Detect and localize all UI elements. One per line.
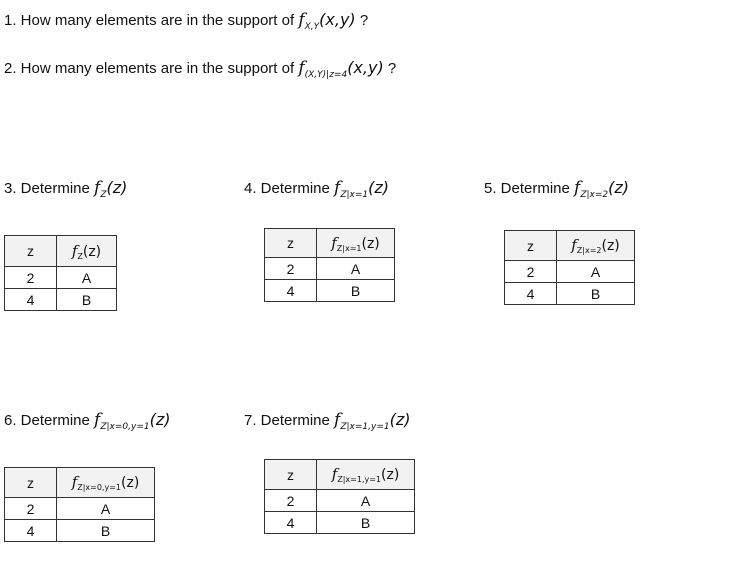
table-5-cell-value: B xyxy=(557,283,635,305)
table-row xyxy=(5,267,117,289)
question-2-args: (x,y) xyxy=(347,58,384,77)
table-7-cell-value: B xyxy=(317,512,415,534)
table-4-cell-value: A xyxy=(317,258,395,280)
table-6-header-function: $f_{Z|x=0,y=1}(z)$ xyxy=(57,468,155,498)
table-5-cell-z: 2 xyxy=(505,261,557,283)
question-3-args: (z) xyxy=(106,178,128,197)
table-row xyxy=(505,261,635,283)
table-row xyxy=(265,490,415,512)
question-5 xyxy=(484,178,629,205)
table-3-cell-z: 4 xyxy=(5,289,57,311)
table-4 xyxy=(264,228,395,302)
table-row xyxy=(5,520,155,542)
question-4-text: 4. Determine xyxy=(244,180,330,197)
question-3 xyxy=(4,178,127,205)
question-4-args: (z) xyxy=(368,178,390,197)
table-4-cell-z: 4 xyxy=(265,280,317,302)
table-7-cell-z: 2 xyxy=(265,490,317,512)
table-7 xyxy=(264,459,415,534)
table-3-cell-value: A xyxy=(57,267,117,289)
table-7-header-function: $f_{Z|x=1,y=1}(z)$ xyxy=(317,460,415,490)
table-4-cell-value: B xyxy=(317,280,395,302)
table-3-header-function: $f_Z(z)$ xyxy=(57,236,117,267)
table-7-cell-z: 4 xyxy=(265,512,317,534)
question-5-text: 5. Determine xyxy=(484,180,570,197)
question-6-args: (z) xyxy=(149,410,171,429)
table-row xyxy=(265,512,415,534)
table-6-cell-z: 4 xyxy=(5,520,57,542)
table-5-cell-z: 4 xyxy=(505,283,557,305)
table-4-cell-z: 2 xyxy=(265,258,317,280)
question-2 xyxy=(4,58,396,85)
question-5-function: $f_{Z|x=2}$ xyxy=(574,178,609,200)
question-2-tail: ? xyxy=(387,60,397,77)
question-3-text: 3. Determine xyxy=(4,180,90,197)
question-4 xyxy=(244,178,389,205)
table-5-header-z: z xyxy=(505,231,557,261)
table-7-header-z: z xyxy=(265,460,317,490)
table-row xyxy=(265,258,395,280)
table-3 xyxy=(4,235,117,311)
question-3-function: $f_Z$ xyxy=(94,178,107,200)
question-1-tail: ? xyxy=(359,12,369,29)
question-4-function: $f_{Z|x=1}$ xyxy=(334,178,369,200)
table-7-cell-value: A xyxy=(317,490,415,512)
table-4-header-function: $f_{Z|x=1}(z)$ xyxy=(317,229,395,258)
table-5-header-function: $f_{Z|x=2}(z)$ xyxy=(557,231,635,261)
table-6-cell-value: B xyxy=(57,520,155,542)
question-7-args: (z) xyxy=(389,410,411,429)
table-6 xyxy=(4,467,155,542)
table-5-cell-value: A xyxy=(557,261,635,283)
table-row xyxy=(5,498,155,520)
question-1-function: $f_{X,Y}$ xyxy=(298,10,320,32)
table-row xyxy=(505,283,635,305)
question-6-function: $f_{Z|x=0,y=1}$ xyxy=(94,410,150,432)
table-4-header-z: z xyxy=(265,229,317,258)
table-5 xyxy=(504,230,635,305)
question-7 xyxy=(244,410,410,437)
table-3-cell-value: B xyxy=(57,289,117,311)
table-row xyxy=(5,289,117,311)
table-3-header-z: z xyxy=(5,236,57,267)
question-2-text: 2. How many elements are in the support of xyxy=(4,60,295,77)
question-1 xyxy=(4,10,368,37)
table-6-header-z: z xyxy=(5,468,57,498)
question-2-function: $f_{(X,Y)|z=4}$ xyxy=(298,58,348,80)
question-1-args: (x,y) xyxy=(319,10,356,29)
table-row xyxy=(265,280,395,302)
question-7-text: 7. Determine xyxy=(244,412,330,429)
question-1-text: 1. How many elements are in the support of xyxy=(4,12,295,29)
table-6-cell-value: A xyxy=(57,498,155,520)
table-6-cell-z: 2 xyxy=(5,498,57,520)
question-5-args: (z) xyxy=(608,178,630,197)
question-6 xyxy=(4,410,170,437)
question-6-text: 6. Determine xyxy=(4,412,90,429)
table-3-cell-z: 2 xyxy=(5,267,57,289)
question-7-function: $f_{Z|x=1,y=1}$ xyxy=(334,410,390,432)
